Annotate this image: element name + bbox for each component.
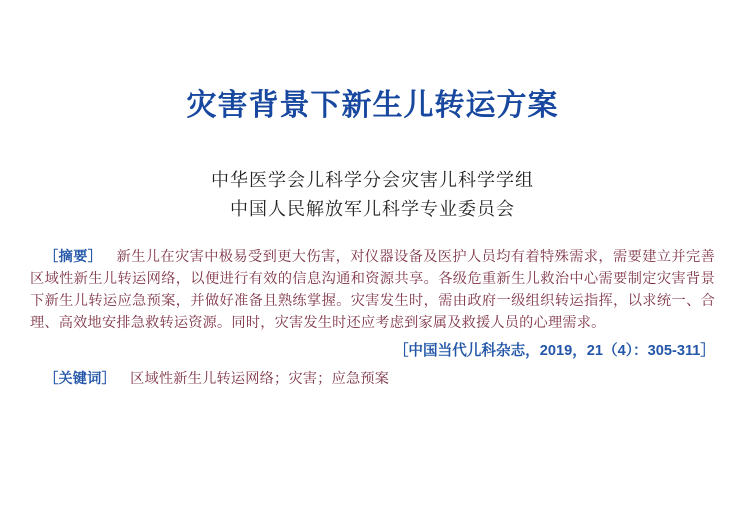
author-line-1: 中华医学会儿科学分会灾害儿科学学组 [211, 170, 534, 190]
keywords-label: ［关键词］ [44, 371, 116, 387]
author-line-2: 中国人民解放军儿科学专业委员会 [230, 199, 515, 219]
keywords-line [30, 368, 715, 390]
keywords-text: 区域性新生儿转运网络；灾害；应急预案 [130, 371, 390, 387]
page-title: 灾害背景下新生儿转运方案 [186, 89, 559, 122]
abstract-text: 新生儿在灾害中极易受到更大伤害，对仪器设备及医护人员均有着特殊需求，需要建立并完善区域性新生儿转运网络，以便进行有效的信息沟通和资源共享。各级危重新生儿救治中心需要制定灾害背景下新生儿转运应急预案，并做好准备且熟练掌握。灾害发生时，需由政府一级组织转运指挥，以求统一、合理、高效地安排急救转运资源。同时，灾害发生时还应考虑到家属及救援人员的心理需求。 [30, 249, 715, 331]
abstract-paragraph [30, 246, 715, 334]
author-group [30, 166, 715, 224]
journal-citation: ［中国当代儿科杂志，2019，21（4）：305-311］ [393, 343, 715, 359]
abstract-label: ［摘要］ [44, 249, 103, 265]
